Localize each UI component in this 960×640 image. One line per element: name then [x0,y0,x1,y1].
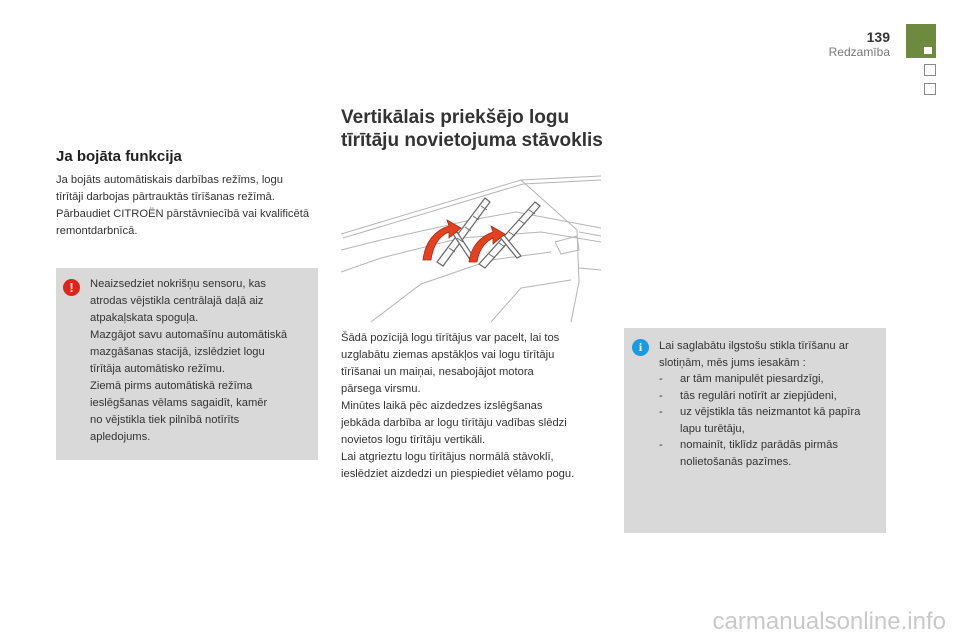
text-line: Šādā pozīcijā logu tīrītājus var pacelt, lai tos [341,332,560,344]
windscreen-top-edge-inner [343,180,601,238]
text-line: ieslēdziet aizdedzi un piespiediet vēlamo pogu. [341,468,575,480]
fault-heading: Ja bojāta funkcija [56,148,182,165]
mirror [555,236,579,254]
tab-marker [924,47,932,54]
page-number: 139 [866,29,890,45]
warning-line: atpakaļskata spoguļa. [90,312,199,324]
door-line [579,232,601,236]
info-intro-line: slotiņām, mēs jums iesakām : [659,356,806,369]
bonnet-crease [371,252,551,322]
section-name: Redzamība [828,45,890,59]
a-pillar [521,180,579,322]
warning-line: tīrītāja automātisko režīmu. [90,363,225,375]
watermark: carmanualsonline.info [712,608,946,635]
info-list-item: - ar tām manipulēt piesardzīgi, [659,371,881,388]
fault-paragraph: Ja bojāts automātiskais darbības režīms, logu tīrītāji darbojas pārtrauktās tīrīšanas režīmā. Pārbaudiet CITROËN pārstāvniecībā vai kvalificētā remontdarbnīcā. [56,174,310,237]
warning-line: apledojums. [90,431,151,443]
section-tab-empty-1 [924,64,936,76]
warning-text [90,276,314,446]
info-list-item: - uz vējstikla tās neizmantot kā papīra lapu turētāju, [659,404,881,437]
wiper-illustration [341,172,601,324]
text-line: novietos logu tīrītāju vertikāli. [341,434,486,446]
text-line: Minūtes laikā pēc aizdedzes izslēgšanas [341,400,543,412]
info-list-item: - tās regulāri notīrīt ar ziepjūdeni, [659,388,881,405]
warning-line: no vējstikla tiek pilnībā notīrīts [90,414,240,426]
text-line: tīrīšanai un maiņai, nesabojājot motora [341,366,534,378]
heading-line-1: Vertikālais priekšējo logu [341,107,570,128]
wing-line [491,280,571,322]
info-box [624,328,886,533]
warning-line: Mazgājot savu automašīnu automātiskā [90,329,288,341]
info-list [659,371,881,470]
warning-box [56,268,318,460]
info-list-item: - nomainīt, tiklīdz parādās pirmās nolietošanās pazīmes. [659,437,881,470]
door-line-lower [579,268,601,270]
warning-line: mazgāšanas stacijā, izslēdziet logu [90,346,265,358]
vertical-position-text [341,330,603,483]
warning-icon: ! [63,279,80,296]
section-tab-empty-2 [924,83,936,95]
info-intro-line: Lai saglabātu ilgstošu stikla tīrīšanu ar [659,340,849,352]
info-intro [659,338,881,371]
info-icon: i [632,339,649,356]
text-line: uzglabātu ziemas apstākļos vai logu tīrītāju [341,349,555,361]
warning-line: ieslēgšanas vēlams sagaidīt, kamēr [90,397,268,409]
vertical-position-heading [341,106,603,152]
warning-line: Ziemā pirms automātiskā režīma [90,380,253,392]
text-line: jebkāda darbība ar logu tīrītāju vadības slēdzi [341,417,567,429]
text-line: pārsega virsmu. [341,383,421,395]
heading-line-2: tīrītāju novietojuma stāvoklis [341,130,603,151]
section-tab-active [906,24,936,58]
warning-line: atrodas vējstikla centrālajā daļā aiz [90,295,264,307]
warning-line: Neaizsedziet nokrišņu sensoru, kas [90,278,266,290]
text-line: Lai atgrieztu logu tīrītājus normālā stāvoklī, [341,451,554,463]
